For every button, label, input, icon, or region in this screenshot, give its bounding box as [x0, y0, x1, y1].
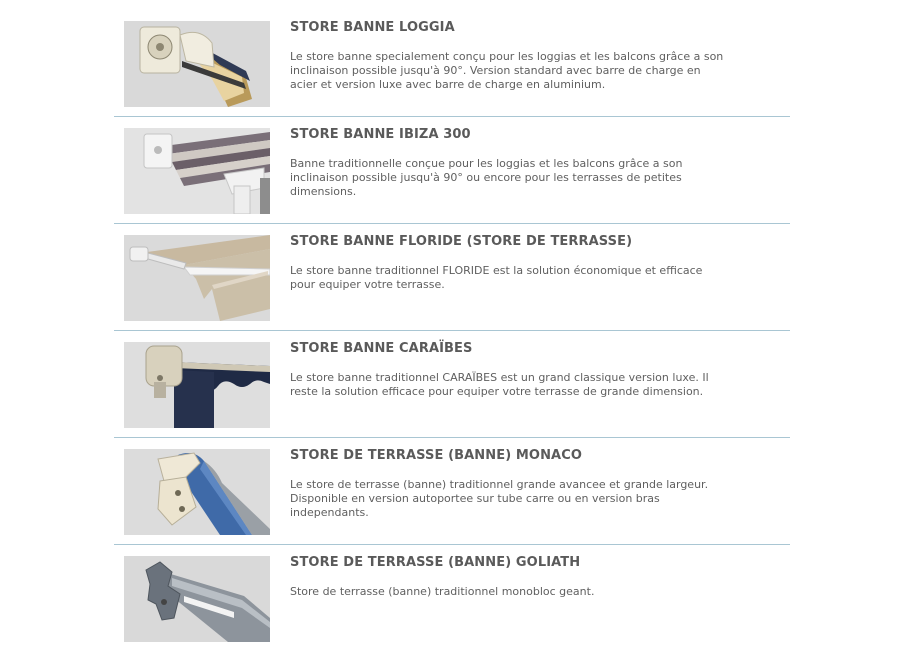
- awning-caraibes-photo[interactable]: [124, 342, 270, 428]
- product-title[interactable]: STORE BANNE IBIZA 300: [290, 127, 471, 142]
- awning-goliath-photo[interactable]: [124, 556, 270, 642]
- product-title[interactable]: STORE BANNE CARAÏBES: [290, 341, 473, 356]
- product-item-loggia: [114, 10, 790, 117]
- product-item-floride: [114, 224, 790, 331]
- product-description: Le store banne specialement conçu pour les loggias et les balcons grâce a son inclinaison possible jusqu'à 90°. Version standard avec barre de charge en acier et version luxe avec barre de charge en aluminium.: [290, 50, 724, 91]
- product-item-caraibes: [114, 331, 790, 438]
- product-description: Le store de terrasse (banne) traditionnel grande avancee et grande largeur. Disponible en version autoportee sur tube carre ou en version bras independants.: [290, 478, 709, 519]
- product-title[interactable]: STORE DE TERRASSE (BANNE) GOLIATH: [290, 555, 581, 570]
- product-list: [114, 10, 790, 652]
- product-description: Store de terrasse (banne) traditionnel monobloc geant.: [290, 585, 595, 598]
- product-title[interactable]: STORE DE TERRASSE (BANNE) MONACO: [290, 448, 583, 463]
- product-description: Le store banne traditionnel FLORIDE est la solution économique et efficace pour equiper votre terrasse.: [290, 264, 703, 291]
- product-item-goliath: [114, 545, 790, 652]
- awning-floride-photo[interactable]: [124, 235, 270, 321]
- product-description: Le store banne traditionnel CARAÏBES est un grand classique version luxe. Il reste la solution efficace pour equiper votre terrasse de grande dimension.: [290, 371, 709, 398]
- awning-ibiza-photo[interactable]: [124, 128, 270, 214]
- awning-monaco-photo[interactable]: [124, 449, 270, 535]
- product-item-monaco: [114, 438, 790, 545]
- product-title[interactable]: STORE BANNE FLORIDE (STORE DE TERRASSE): [290, 234, 633, 249]
- product-description: Banne traditionnelle conçue pour les loggias et les balcons grâce a son inclinaison possible jusqu'à 90° ou encore pour les terrasses de petites dimensions.: [290, 157, 683, 198]
- product-item-ibiza-300: [114, 117, 790, 224]
- product-title[interactable]: STORE BANNE LOGGIA: [290, 20, 455, 35]
- awning-loggia-photo[interactable]: [124, 21, 270, 107]
